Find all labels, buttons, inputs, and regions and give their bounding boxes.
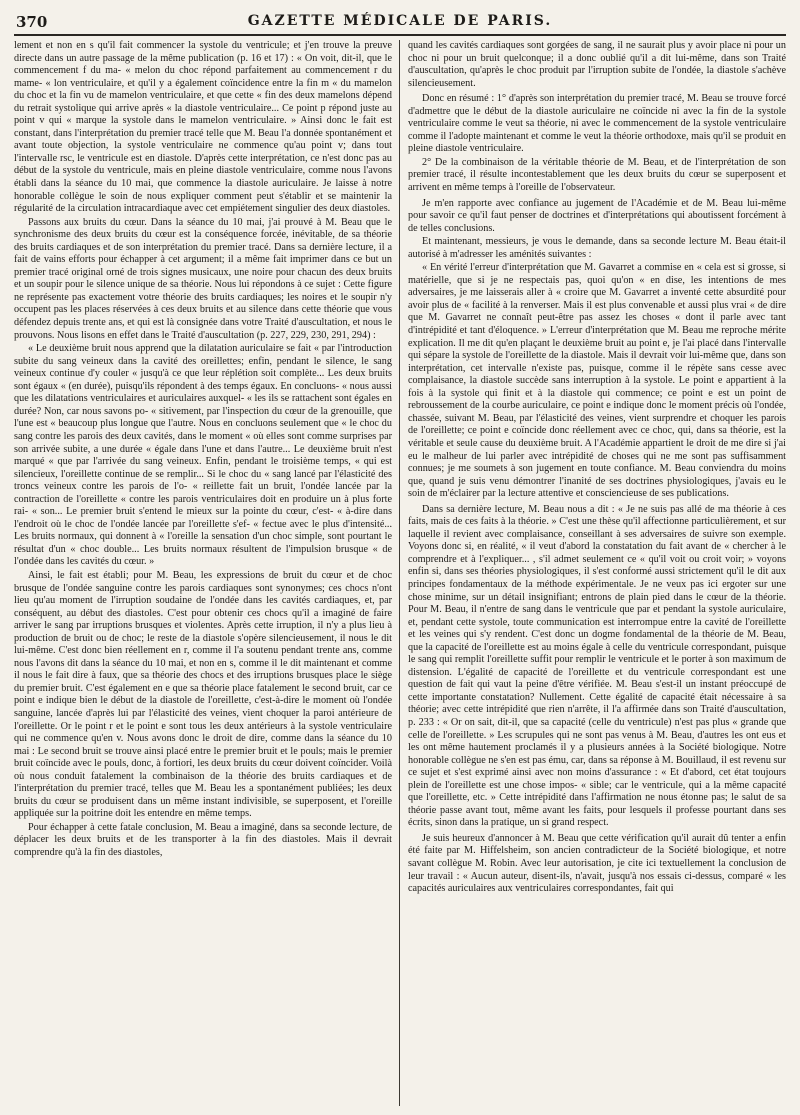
paragraph: 2° De la combinaison de la véritable théorie de M. Beau, et de l'interprétation de son premier tracé, il résulte incontestablement que les deux bruits du cœur se superposent et arrivent en même temps à l'oreille de l'observateur. [408, 156, 786, 194]
paragraph: lement et non en s qu'il fait commencer la systole du ventricule; et j'en trouve la preuve directe dans un autre passage de la même publication (p. 16 et 17) : « On voit, dit-il, que le commencement f du ma- « melon du choc répond parfaitement au commencement r du mame- « lon ventriculaire, et qu'il y a également coïncidence entre la fin m « du mamelon du choc et la fin vu de mamelon ventriculaire, et que cette « fin des deux mamelons dépend du retrait systolique qui arrive après « la diastole ventriculaire... Ce point p répond juste au point v qui « marque la systole dans le mamelon ventriculaire. » Ainsi donc le fait est constant, dans l'interprétation du premier tracé telle que M. Beau l'a donnée spontanément et avant toute objection, la systole ventriculaire ne commence qu'au point v; dans tout l'intervalle rsc, le ventricule est en diastole. D'après cette interprétation, ce n'est donc pas au début de la systole du ventricule, mais en pleine diastole ventriculaire, comme nous l'avons établi dans la séance du 10 mai, que commence la diastole auriculaire. Je laisse à notre honorable collègue le soin de nous expliquer comment peut s'établir et se maintenir la régularité de la circulation intracardiaque avec cet empiétement singulier des deux diastoles. [14, 40, 392, 215]
paragraph: Pour échapper à cette fatale conclusion, M. Beau a imaginé, dans sa seconde lecture, de déplacer les deux bruits et de les transporter à la fin des diastoles. Mais il devrait comprendre qu'à la fin des diastoles, [14, 821, 392, 858]
page-header [14, 10, 786, 36]
left-column [14, 40, 392, 1106]
paragraph: Donc en résumé : 1° d'après son interprétation du premier tracé, M. Beau se trouve forcé d'admettre que le début de la diastole auriculaire ne coïncide ni avec la fin de la systole ventriculaire comme le veut sa théorie, ni avec le commencement de la systole ventriculaire comme il l'adopte maintenant et comme le veut la théorie orthodoxe, mais qu'il se produit en pleine diastole ventriculaire. [408, 93, 786, 155]
newspaper-page [14, 10, 786, 1108]
paragraph: Et maintenant, messieurs, je vous le demande, dans sa seconde lecture M. Beau était-il autorisé à m'adresser les aménités suivantes : [408, 236, 786, 260]
article-columns [14, 40, 786, 1106]
quotation-paragraph: « En vérité l'erreur d'interprétation que M. Gavarret a commise en « cela est si grosse, si matérielle, que si je ne respectais pas, quoi qu'on « en dise, les intentions de mes adversaires, je me laisserais aller à « croire que M. Gavarret a inventé cette absurdité pour avoir plus de « facilité à la renverser. Mais il est plus convenable et aussi plus vrai « de dire que M. Gavarret ne connaît peut-être pas assez les choses « dont il parle avec tant d'intrépidité et tant d'éloquence. » L'erreur d'interprétation que M. Beau me reproche mérite explication. Il me dit qu'en plaçant le deuxième bruit au point e, je l'ai placé dans l'intervalle qui sépare la systole de l'oreillette de la diastole. Mais il devrait voir lui-même que, dans son interprétation, cet intervalle n'existe pas, puisque, comme il le répète sans cesse avec complaisance, la diastole succède sans interruption à la systole. Le point e appartient à la fois à la systole qui finit et à la diastole qui commence; ce point e est un point de rebroussement de la courbe auriculaire, ce point e indique donc le moment précis où l'ondée, chassée, suivant M. Beau, par l'élasticité des veines, vient surprendre et choquer les parois de l'oreillette; ce point e coïncide donc réellement avec ce choc, qui, dans sa théorie, est la véritable et seule cause du deuxième bruit. A l'Académie appartient le droit de me dire si j'ai eu le malheur de lui parler avec intrépidité de choses qui ne me sont pas suffisamment connues; je me soumets à son jugement en toute confiance. M. Beau conviendra du moins que, quand je suis venu démontrer l'inanité de ses doctrines physiologiques, j'avais eu le soin de m'éclairer par la lecture attentive et consciencieuse de ses publications. [408, 262, 786, 500]
paragraph: Passons aux bruits du cœur. Dans la séance du 10 mai, j'ai prouvé à M. Beau que le synchronisme des deux bruits du cœur est la conséquence forcée, inévitable, de sa théorie des bruits cardiaques et de son interprétation du premier tracé. Dans sa dernière lecture, il a fait de vains efforts pour échapper à cet argument; il a même fait imprimer dans ce but un premier tracé original orné de trois signes musicaux, une noire pour chacun des deux bruits et un soupir pour le silence unique de sa théorie. Nous lui répondons à ce sujet : Cette figure ne représente pas exactement votre théorie des bruits cardiaques; les noires et le soupir n'y occupent pas les places réservées à ces deux bruits et au silence dans cette théorie que vous défendez depuis trente ans, et qui est là consignée dans votre Traité d'auscultation, et nous le prouvons. Nous lisons en effet dans le Traité d'auscultation (p. 227, 229, 230, 291, 294) : [14, 216, 392, 341]
right-column [408, 40, 786, 1106]
quotation-paragraph: « Le deuxième bruit nous apprend que la dilatation auriculaire se fait « par l'introduction subite du sang veineux dans la cavité des oreillettes; enfin, pendant le silence, le sang veineux continue d'y couler « jusqu'à ce que leur réplétion soit complète... Les deux bruits sont égaux « (en durée), puisqu'ils répondent à des temps égaux. En concluons- « nous aussi que les dilatations ventriculaires et auriculaires auxquel- « les ils se rattachent sont égales en durée? Non, car nous savons po- « sitivement, par l'inspection du cœur de la grenouille, que l'une est « beaucoup plus longue que l'autre. Nous en concluons seulement que « le choc du sang contre les parois des deux cavités, dans le moment « où elles sont comme surprises par son arrivée subite, a une durée « égale dans l'une et dans l'autre... Le deuxième bruit n'est marqué « que par l'arrivée du sang veineux. Enfin, pendant le troisième temps, « qui est silencieux, l'oreillette continue de se remplir... Si le choc du « sang lancé par l'élasticité des troncs veineux contre les parois de l'o- « reillette fait un bruit, l'ondée lancée par la contraction de l'oreillette « contre les parois ventriculaires doit en produire un à plus forte rai- « son... Le premier bruit s'entend le mieux sur la pointe du cœur, c'est- « à-dire dans l'endroit où le choc de l'ondée lancée par l'oreillette s'ef- « fectue avec le plus d'intensité... Les bruits normaux, qui donnent à « l'oreille la sensation d'un choc simple, sont pourtant le résultat d'un « choc double... Les bruits normaux résultent de l'impulsion brusque « de l'ondée dans les cavités du cœur. » [14, 343, 392, 568]
paragraph: Je suis heureux d'annoncer à M. Beau que cette vérification qu'il aurait dû tenter a enfin été faite par M. Hiffelsheim, son ancien contradicteur de la Société biologique, et notre savant collègue M. Robin. Avec leur autorisation, je cite ici textuellement la conclusion de leur travail : « Aucun auteur, disent-ils, n'avait, jusqu'à nos essais ci-dessus, comparé « les capacités auriculaires aux ventriculaires correspondantes, fait qui [408, 832, 786, 895]
paragraph: quand les cavités cardiaques sont gorgées de sang, il ne saurait plus y avoir place ni pour un choc ni pour un bruit quelconque; il a donc oublié qu'il a dit lui-même, dans son Traité d'auscultation, qu'après le choc produit par l'irruption subite de l'ondée, la diastole s'achève silencieusement. [408, 40, 786, 89]
paragraph: Ainsi, le fait est établi; pour M. Beau, les expressions de bruit du cœur et de choc brusque de l'ondée sanguine contre les parois cardiaques sont synonymes; ces chocs n'ont lieu qu'au moment de l'irruption soudaine de l'ondée dans les cavités cardiaques, et, par conséquent, au début des diastoles. C'est pour obtenir ces chocs qu'il a imaginé de faire arriver le sang par irruptions brusques et violentes. Après cette irruption, il n'y a plus lieu à production de bruit ou de choc; le reste de la diastole s'opère silencieusement, il nous le dit lui-même. C'est donc bien réellement en r, comme il l'a soutenu pendant trente ans, comme nous l'avons dit dans la séance du 10 mai, et non en s, comme il le dit maintenant et comme il nous le fait dire à faux, que sa théorie des chocs et des irruptions brusques place le siège du premier bruit. C'est également en e que sa théorie place fatalement le second bruit, car ce point e indique bien le début de la diastole de l'oreillette, c'est-à-dire le moment où l'ondée sanguine, lancée d'après lui par l'élasticité des veines, vient choquer la paroi antérieure de l'oreillette. Or le point r et le point e sont tous les deux antérieurs à la systole ventriculaire qui ne commence qu'en v. Nous avons donc le droit de dire, comme dans la séance du 10 mai : Le second bruit se trouve ainsi placé entre le premier bruit et le pouls; mais le premier bruit coïncide avec le pouls, donc, à fortiori, les deux bruits du cœur doivent coïncider. Voilà où nous conduit fatalement la combinaison de la théorie des bruits cardiaques et de l'interprétation du premier tracé, telles que M. Beau les a spontanément publiées; les deux bruits du cœur se produisent dans un même instant indivisible, se superposent, et l'oreille appliquée sur la poitrine doit les entendre en même temps. [14, 569, 392, 820]
paragraph: Je m'en rapporte avec confiance au jugement de l'Académie et de M. Beau lui-même pour savoir ce qu'il faut penser de doctrines et d'interprétations qui aboutissent forcément à de telles conclusions. [408, 197, 786, 234]
column-divider [399, 40, 400, 1106]
page-number: 370 [16, 13, 48, 31]
paragraph: Dans sa dernière lecture, M. Beau nous a dit : « Je ne suis pas allé de ma théorie à ces faits, mais de ces faits à la théorie. » C'est une thèse qu'il affectionne particulièrement, et sur laquelle il revient avec complaisance, conseillant à ses adversaires de suivre son exemple. Voyons donc si, en réalité, « il veut d'abord la constatation du fait avant de « chercher à le comprendre et à l'expliquer... , s'il admet seulement ce « qu'il voit ou croit voir; » voyons enfin si, dans ses théories physiologiques, il s'est conformé aussi strictement qu'il le dit aux principes fondamentaux de la méthode expérimentale. Je ne veux pas ici ergoter sur une chose minime, sur un détail insignifiant; entrons de plain pied dans le cœur de la théorie. Pour M. Beau, il n'entre de sang dans le ventricule que par et pendant la systole auriculaire, et, pendant cette systole, toute communication est interrompue entre la cavité de l'oreillette et les veines qui s'y rendent. C'est donc un dogme fondamental de la théorie de M. Beau, que la capacité de l'oreillette est au moins égale à celle du ventricule correspondant, puisque le sang qui remplit l'oreillette suffit pour remplir le ventricule et le porter à son maximum de distension. L'égalité de capacité de l'oreillette et du ventricule correspondant est une question de fait qui vaut la peine d'être vérifiée. M. Beau s'est-il un instant préoccupé de cette importante constatation? Nullement. Cette égalité de capacité était nécessaire à sa théorie; avec cette intrépidité que rien n'arrête, il l'a affirmée dans son Traité d'auscultation, p. 233 : « Or on sait, dit-il, que sa capacité (celle du ventricule) n'est pas plus « grande que celle de l'oreillette. » Les scrupules qui ne sont pas venus à M. Beau, d'autres les ont eus et les ont même hautement proclamés il y a plusieurs années à la Société biologique. Notre honorable collègue ne s'en est pas ému, car, dans sa réponse à M. Bouillaud, il est revenu sur ce sujet et s'est exprimé ainsi avec non moins d'assurance : « Et d'abord, cet état toujours plein de l'oreillette est une chose impos- « sible; car le ventricule, qui a la même capacité que l'oreillette, etc. » Cette intrépidité dans l'affirmation ne nous étonne pas; le salut de sa théorie passe avant tout, même avant les faits, pour lesquels il professe pourtant dans ses écrits, sinon dans la pratique, un si grand respect. [408, 503, 786, 829]
journal-title: GAZETTE MÉDICALE DE PARIS. [247, 13, 553, 29]
